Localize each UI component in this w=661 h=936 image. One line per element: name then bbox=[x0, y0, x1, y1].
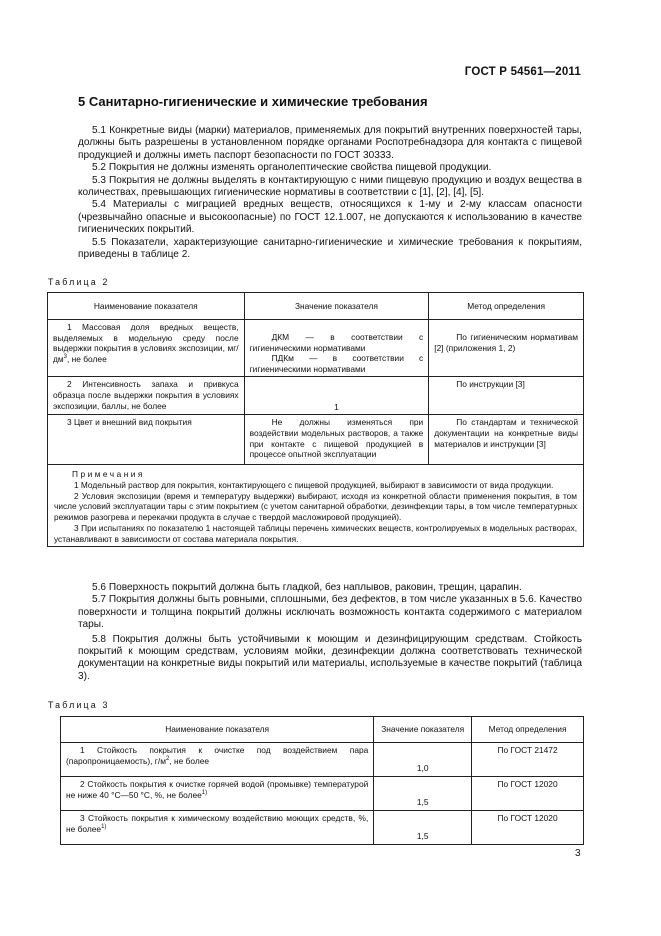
table2-row2-name: 2 Интенсивность запаха и привкуса образца после выдержки покрытия в условиях экспозиции, баллы, не более bbox=[48, 377, 245, 415]
row1-value-a: ДКМ — в соответствии с гигиеническими нормативами bbox=[249, 332, 424, 353]
paragraph-5-2: 5.2 Покрытия не должны изменять органолептические свойства пищевой продукции. bbox=[92, 162, 492, 174]
table-row bbox=[61, 777, 584, 811]
table2-row3-method: По стандартам и технической документации на конкретные виды материалов и инструкции [3] bbox=[429, 415, 584, 465]
paragraph-5-3: 5.3 Покрытия не должны выделять в контактирующую с ними пищевую продукцию и воздух вещества в количествах, превышающих гигиенические нормативы в соответствии с [1], [2], [4], [5]. bbox=[78, 174, 582, 199]
table2-header-method: Метод определения bbox=[429, 293, 584, 320]
paragraph-5-6: 5.6 Поверхность покрытий должна быть гладкой, без наплывов, раковин, трещин, царапин. bbox=[92, 582, 522, 593]
t3-row1-sup: 2 bbox=[165, 755, 170, 762]
t3-row3-name-text: 3 Стойкость покрытия к химическому воздействию моющих средств, %, не более bbox=[66, 813, 369, 834]
t3-row1-tail: , не более bbox=[169, 755, 210, 766]
t3-row1-name-text: 1 Стойкость покрытия к очистке под воздействием пара (паропроницаемость), г/м bbox=[66, 745, 369, 766]
table3-row1-method: По ГОСТ 21472 bbox=[472, 743, 584, 777]
table3-row3-name bbox=[61, 811, 374, 845]
table3-row2-method: По ГОСТ 12020 bbox=[472, 777, 584, 811]
paragraph-5-1: 5.1 Конкретные виды (марки) материалов, применяемых для покрытий внутренних поверхностей тары, должны быть разрешены в установленном порядке органами Роспотребнадзора для контакта с пищевой продукцией и должны иметь паспорт безопасности по ГОСТ 30333. bbox=[78, 125, 582, 161]
table2-row1-value bbox=[244, 320, 429, 377]
table2-row2-value: 1 bbox=[244, 377, 429, 415]
paragraph-5-8: 5.8 Покрытия должны быть устойчивыми к моющим и дезинфицирующим средствам. Стойкость покрытий к моющим средствам, условиям мойки, дезинфекции должна соответствовать технической документации на конкретные виды покрытий или материалы, используемые в качестве покрытий (таблица 3). bbox=[78, 633, 582, 682]
notes-title: Примечания bbox=[72, 469, 145, 480]
table3-row1-value: 1,0 bbox=[374, 743, 472, 777]
t3-row2-name-text: 2 Стойкость покрытия к очистке горячей водой (промывке) температурой не ниже 40 °С—50 °С, %, не более bbox=[66, 779, 369, 800]
table3-caption: Таблица 3 bbox=[48, 700, 110, 710]
table2-header-name: Наименование показателя bbox=[48, 293, 245, 320]
paragraph-block-2 bbox=[78, 582, 582, 683]
table2-row1-name bbox=[48, 320, 245, 377]
table3-header-value: Значение показателя bbox=[374, 717, 472, 743]
table2-row1-method: По гигиеническим нормативам [2] (приложения 1, 2) bbox=[429, 320, 584, 377]
table2-header-value: Значение показателя bbox=[244, 293, 429, 320]
table2-row3-name: 3 Цвет и внешний вид покрытия bbox=[48, 415, 245, 465]
table3-row3-method: По ГОСТ 12020 bbox=[472, 811, 584, 845]
table-2 bbox=[47, 292, 584, 547]
table2-row3-value: Не должны изменяться при воздействии модельных растворов, а также при контакте с пищевой продукцией в процессе опытной эксплуатации bbox=[244, 415, 429, 465]
table-row bbox=[61, 743, 584, 777]
table3-row1-name bbox=[61, 743, 374, 777]
row1-name-text: 1 Массовая доля вредных веществ, выделяемых в модельную среду после выдержки покрытия в условиях экспозиции, мг/дм bbox=[53, 322, 239, 364]
table2-row2-method: По инструкции [3] bbox=[429, 377, 584, 415]
row1-name-sup: 3 bbox=[63, 353, 67, 360]
t3-row2-sup: 1) bbox=[201, 789, 208, 796]
row1-value-b: ПДКм — в соответствии с гигиеническими нормативами bbox=[249, 353, 424, 374]
note-2: 2 Условия экспозиции (время и температуру выдержки) выбирают, исходя из конкретной области применения покрытия, в том числе условий эксплуатации тары с этим покрытием (с учетом санитарной обработки, дезинфекции тары, в том числе температурных режимов разогрева и перекачки продукта в случае с твердой масложировой продукцией). bbox=[54, 490, 577, 523]
table3-row2-name bbox=[61, 777, 374, 811]
table-3 bbox=[60, 716, 584, 845]
note-1: 1 Модельный раствор для покрытия, контактирующего с пищевой продукцией, выбирают в зависимости от вида продукции. bbox=[74, 480, 554, 491]
paragraph-5-4: 5.4 Материалы с миграцией вредных веществ, относящихся к 1-му и 2-му классам опасности (чрезвычайно опасные и высокоопасные) по ГОСТ 12.1.007, не допускаются к использованию в качестве гигиенических покрытий. bbox=[78, 199, 582, 236]
page-number: 3 bbox=[575, 848, 581, 859]
table2-notes bbox=[48, 465, 584, 547]
table-row bbox=[48, 320, 584, 377]
table-row bbox=[48, 377, 584, 415]
table2-caption: Таблица 2 bbox=[48, 277, 110, 287]
table3-row3-value: 1,5 bbox=[374, 811, 472, 845]
paragraph-5-5: 5.5 Показатели, характеризующие санитарно-гигиенические и химические требования к покрытиям, приведены в таблице 2. bbox=[78, 236, 582, 261]
paragraph-block-1 bbox=[78, 125, 582, 261]
table-row bbox=[61, 811, 584, 845]
table2-notes-row bbox=[48, 465, 584, 547]
table3-header-method: Метод определения bbox=[472, 717, 584, 743]
row1-name-tail: , не более bbox=[67, 353, 107, 364]
document-code: ГОСТ Р 54561—2011 bbox=[464, 66, 581, 78]
table3-header-name: Наименование показателя bbox=[61, 717, 374, 743]
table-row bbox=[48, 415, 584, 465]
t3-row3-sup: 1) bbox=[101, 823, 107, 830]
table3-row2-value: 1,5 bbox=[374, 777, 472, 811]
paragraph-5-7: 5.7 Покрытия должны быть ровными, сплошными, без дефектов, в том числе указанных в 5.6. Качество поверхности и толщина покрытий должны исключать возможность контакта содержимого с материалом тары. bbox=[78, 594, 582, 631]
section-title: 5 Санитарно-гигиенические и химические требования bbox=[78, 94, 428, 109]
note-3: 3 При испытаниях по показателю 1 настоящей таблицы перечень химических веществ, контролируемых в модельных растворах, устанавливают в зависимости от состава материала покрытия. bbox=[54, 522, 577, 544]
